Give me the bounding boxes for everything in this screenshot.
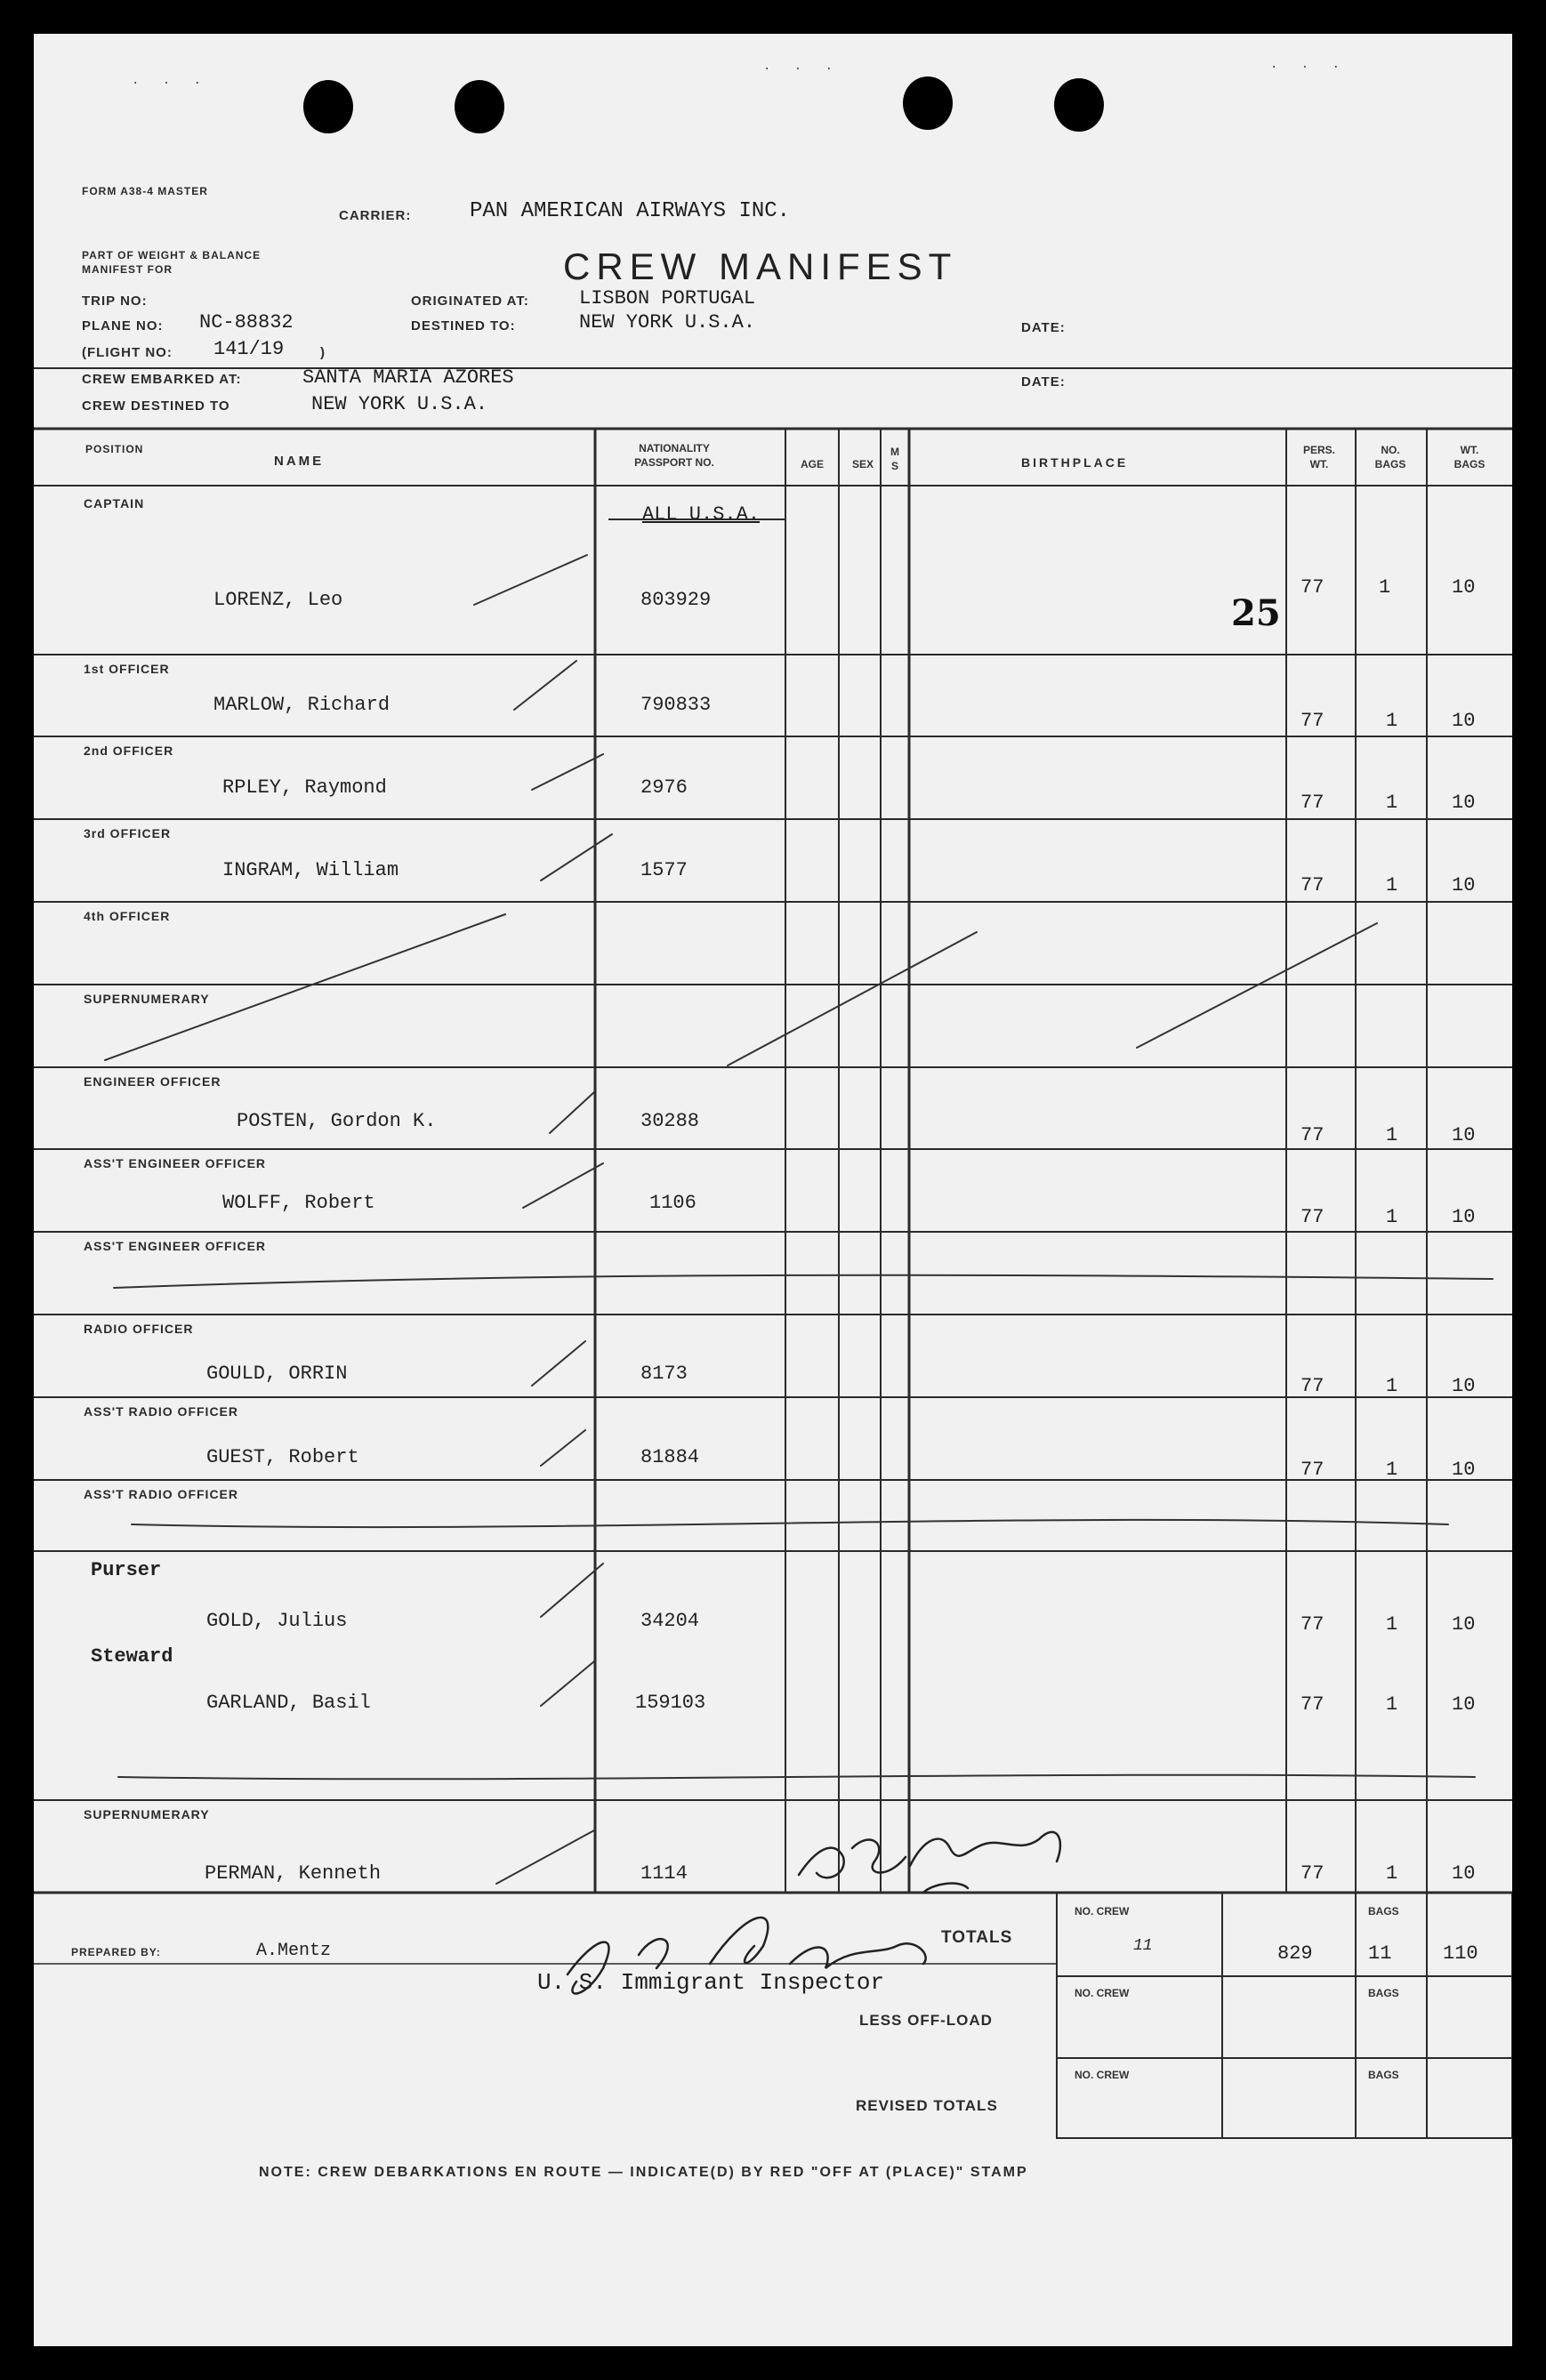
crew-pers-wt: 77 [1300,1375,1325,1397]
crew-passport: 8173 [640,1363,688,1385]
crew-passport: 1577 [640,859,688,881]
crew-wt-bags: 10 [1452,874,1476,897]
crew-wt-bags: 10 [1452,710,1476,732]
col-bags-line1: NO. [1381,444,1400,456]
part-of-label: PART OF WEIGHT & BALANCE [82,249,262,261]
crew-bags: 1 [1386,1693,1398,1716]
crew-pers-wt: 77 [1300,1206,1325,1228]
plane-label: PLANE NO: [82,318,164,334]
crew-wt-bags: 10 [1452,576,1476,599]
originated-label: ORIGINATED AT: [411,293,529,309]
flight-label: (FLIGHT NO: [82,345,173,360]
crew-passport: 159103 [635,1692,706,1714]
crew-bags: 1 [1386,1375,1398,1397]
crew-wt-bags: 10 [1452,1375,1476,1397]
crew-passport: 81884 [640,1446,700,1468]
col-nationality-line1: NATIONALITY [639,442,710,454]
manifest-sheet [34,34,1512,2346]
flight-value: 141/19 [213,338,285,360]
crew-name: GUEST, Robert [206,1446,359,1468]
form-number: FORM A38-4 MASTER [82,185,208,197]
inspector-title: U. S. Immigrant Inspector [537,1969,885,1996]
crew-wt-bags: 10 [1452,1124,1476,1146]
position-label: ASS'T RADIO OFFICER [84,1487,238,1501]
position-label: RADIO OFFICER [84,1322,194,1336]
date-label: DATE: [1021,320,1066,335]
position-label: SUPERNUMERARY [84,992,210,1006]
crew-wt-bags: 10 [1452,1459,1476,1481]
crew-name: GOLD, Julius [206,1610,348,1632]
carrier-label: CARRIER: [339,208,412,223]
embarked-value: SANTA MARIA AZORES [302,366,514,389]
bags-label: BAGS [1368,1905,1399,1918]
plane-value: NC-88832 [199,311,294,334]
crew-name: INGRAM, William [222,859,399,881]
crew-pers-wt: 77 [1300,792,1325,814]
col-bags-line2: BAGS [1374,458,1406,470]
crew-wt-bags: 10 [1452,1206,1476,1228]
position-label: 3rd OFFICER [84,826,172,840]
no-crew-label: NO. CREW [1075,1987,1130,1999]
crew-passport: 790833 [640,694,712,716]
crew-pers-wt: 77 [1300,1613,1325,1636]
col-position: POSITION [85,443,144,455]
crew-wt-bags: 10 [1452,1613,1476,1636]
crew-passport: 34204 [640,1610,700,1632]
crew-pers-wt: 77 [1300,710,1325,732]
crew-bags: 1 [1386,1124,1398,1146]
page-stamp-number: 25 [1231,592,1281,634]
page-title: CREW MANIFEST [563,245,958,287]
crew-bags: 1 [1386,710,1398,732]
nationality-note: ALL U.S.A. [642,503,761,526]
col-wt-line1: WT. [1460,444,1479,456]
date2-label: DATE: [1021,374,1066,390]
crew-pers-wt: 77 [1300,1459,1325,1481]
trip-label: TRIP NO: [82,293,148,309]
crew-name: MARLOW, Richard [213,694,391,716]
prepared-by: A.Mentz [256,1941,332,1961]
crew-destined-value: NEW YORK U.S.A. [311,393,488,415]
crew-passport: 803929 [640,589,712,611]
carrier-value: PAN AMERICAN AIRWAYS INC. [470,199,791,223]
total-crew: 11 [1133,1937,1153,1955]
form-grid [34,34,1512,2346]
crew-destined-label: CREW DESTINED TO [82,398,230,414]
flight-close: ) [320,345,326,360]
crew-passport: 1114 [640,1862,688,1885]
col-age: AGE [800,458,824,470]
crew-wt-bags: 10 [1452,1693,1476,1716]
crew-wt-bags: 10 [1452,1862,1476,1885]
position-label: ENGINEER OFFICER [84,1074,221,1089]
crew-bags: 1 [1386,792,1398,814]
crew-wt-bags: 10 [1452,792,1476,814]
crew-pers-wt: 77 [1300,576,1325,599]
position-label: 2nd OFFICER [84,744,174,758]
position-label: ASS'T RADIO OFFICER [84,1404,238,1419]
crew-name: POSTEN, Gordon K. [237,1110,437,1132]
crew-name: PERMAN, Kenneth [205,1862,382,1885]
col-pers-line1: PERS. [1302,444,1335,456]
edge-dots: · · · [132,76,210,91]
crew-passport: 30288 [640,1110,700,1132]
col-ms-line1: M [890,446,899,458]
crew-bags: 1 [1386,1459,1398,1481]
crew-name: LORENZ, Leo [213,589,343,611]
crew-name: WOLFF, Robert [222,1192,375,1214]
prepared-label: PREPARED BY: [71,1946,161,1958]
position-label: 4th OFFICER [84,909,171,923]
embarked-label: CREW EMBARKED AT: [82,372,242,387]
crew-pers-wt: 77 [1300,1124,1325,1146]
position-label: ASS'T ENGINEER OFFICER [84,1239,267,1253]
col-pers-line2: WT. [1309,458,1329,470]
crew-bags: 1 [1386,1206,1398,1228]
bags-label: BAGS [1368,2069,1399,2081]
position-label: ASS'T ENGINEER OFFICER [84,1156,267,1170]
position-label: SUPERNUMERARY [84,1807,210,1821]
crew-pers-wt: 77 [1300,1862,1325,1885]
crew-bags: 1 [1386,874,1398,897]
no-crew-label: NO. CREW [1075,1905,1130,1918]
col-sex: SEX [851,458,874,470]
col-nationality-line2: PASSPORT NO. [634,456,714,469]
bags-label: BAGS [1368,1987,1399,1999]
total-wt-bags: 110 [1443,1942,1478,1965]
position-label: Steward [91,1645,173,1668]
col-wt-line2: BAGS [1453,458,1486,470]
total-pers-wt: 829 [1277,1942,1313,1965]
destined-label: DESTINED TO: [411,318,516,334]
footer-note: NOTE: CREW DEBARKATIONS EN ROUTE — INDICATE(D) BY RED "OFF AT (PLACE)" STAMP [259,2165,1028,2180]
col-birthplace: BIRTHPLACE [1021,455,1129,470]
col-ms-line2: S [890,460,898,472]
originated-value: LISBON PORTUGAL [579,287,756,310]
crew-name: GARLAND, Basil [206,1692,371,1714]
position-label: 1st OFFICER [84,662,170,676]
position-label: Purser [91,1559,162,1581]
crew-passport: 1106 [649,1192,697,1214]
less-offload-label: LESS OFF-LOAD [859,2012,993,2029]
manifest-for-label: MANIFEST FOR [82,263,173,276]
totals-label: TOTALS [941,1928,1013,1947]
crew-bags: 1 [1379,576,1391,599]
total-bags: 11 [1368,1942,1392,1965]
crew-bags: 1 [1386,1613,1398,1636]
crew-pers-wt: 77 [1300,874,1325,897]
crew-name: GOULD, ORRIN [206,1363,348,1385]
destined-value: NEW YORK U.S.A. [579,311,756,334]
edge-dots: · · · [763,62,841,76]
crew-name: RPLEY, Raymond [222,776,387,799]
crew-bags: 1 [1386,1862,1398,1885]
crew-pers-wt: 77 [1300,1693,1325,1716]
crew-passport: 2976 [640,776,688,799]
edge-dots: · · · [1270,60,1349,75]
position-label: CAPTAIN [84,496,145,511]
revised-totals-label: REVISED TOTALS [856,2097,998,2114]
no-crew-label: NO. CREW [1075,2069,1130,2081]
col-name: NAME [274,454,325,469]
